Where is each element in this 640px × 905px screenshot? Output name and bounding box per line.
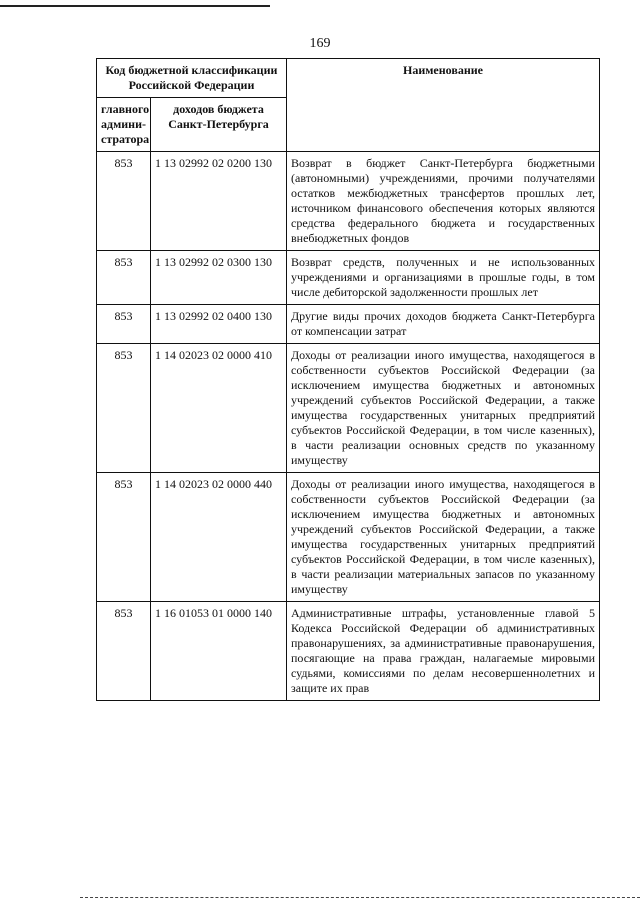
admin-code-cell: 853: [97, 602, 151, 701]
income-code-cell: 1 13 02992 02 0200 130: [151, 152, 287, 251]
header-chief-administrator: главного админи-стратора: [97, 98, 151, 152]
description-cell: Доходы от реализации иного имущества, находящегося в собственности субъектов Российской Федерации (за исключением имущества бюджетных и автономных учреждений субъектов Российской Федерации, а также имущества государственных унитарных предприятий субъектов Российской Федерации, в том числе казенных), в части реализации материальных запасов по указанному имуществу: [287, 473, 600, 602]
bottom-scan-edge: [80, 897, 640, 898]
description-cell: Возврат средств, полученных и не использованных учреждениями и организациями в прошлые годы, в том числе дебиторской задолженности прошлых лет: [287, 251, 600, 305]
header-name: Наименование: [287, 59, 600, 152]
table-row: [97, 152, 600, 251]
admin-code-cell: 853: [97, 251, 151, 305]
table-row: [97, 251, 600, 305]
header-classification-code: Код бюджетной классификации Российской Федерации: [97, 59, 287, 98]
admin-code-cell: 853: [97, 473, 151, 602]
header-row-1: [97, 59, 600, 98]
description-cell: Другие виды прочих доходов бюджета Санкт-Петербурга от компенсации затрат: [287, 305, 600, 344]
header-budget-income: доходов бюджета Санкт-Петербурга: [151, 98, 287, 152]
top-rule: [0, 5, 270, 7]
page-number: 169: [309, 36, 331, 51]
income-code-cell: 1 14 02023 02 0000 410: [151, 344, 287, 473]
table-row: [97, 305, 600, 344]
income-code-cell: 1 14 02023 02 0000 440: [151, 473, 287, 602]
table-row: [97, 602, 600, 701]
table-row: [97, 344, 600, 473]
description-cell: Доходы от реализации иного имущества, находящегося в собственности субъектов Российской Федерации (за исключением имущества бюджетных и автономных учреждений субъектов Российской Федерации, а также имущества государственных унитарных предприятий субъектов Российской Федерации, в том числе казенных), в части реализации основных средств по указанному имуществу: [287, 344, 600, 473]
table-row: [97, 473, 600, 602]
income-code-cell: 1 13 02992 02 0400 130: [151, 305, 287, 344]
admin-code-cell: 853: [97, 305, 151, 344]
budget-classification-table: [96, 58, 600, 701]
admin-code-cell: 853: [97, 152, 151, 251]
admin-code-cell: 853: [97, 344, 151, 473]
income-code-cell: 1 16 01053 01 0000 140: [151, 602, 287, 701]
description-cell: Административные штрафы, установленные главой 5 Кодекса Российской Федерации об административных правонарушениях, за административные правонарушения, посягающие на права граждан, налагаемые мировыми судьями, комиссиями по делам несовершеннолетних и защите их прав: [287, 602, 600, 701]
income-code-cell: 1 13 02992 02 0300 130: [151, 251, 287, 305]
description-cell: Возврат в бюджет Санкт-Петербурга бюджетными (автономными) учреждениями, прочими получателями остатков межбюджетных трансфертов прошлых лет, источником финансового обеспечения которых являются средства федерального бюджета и государственных внебюджетных фондов: [287, 152, 600, 251]
